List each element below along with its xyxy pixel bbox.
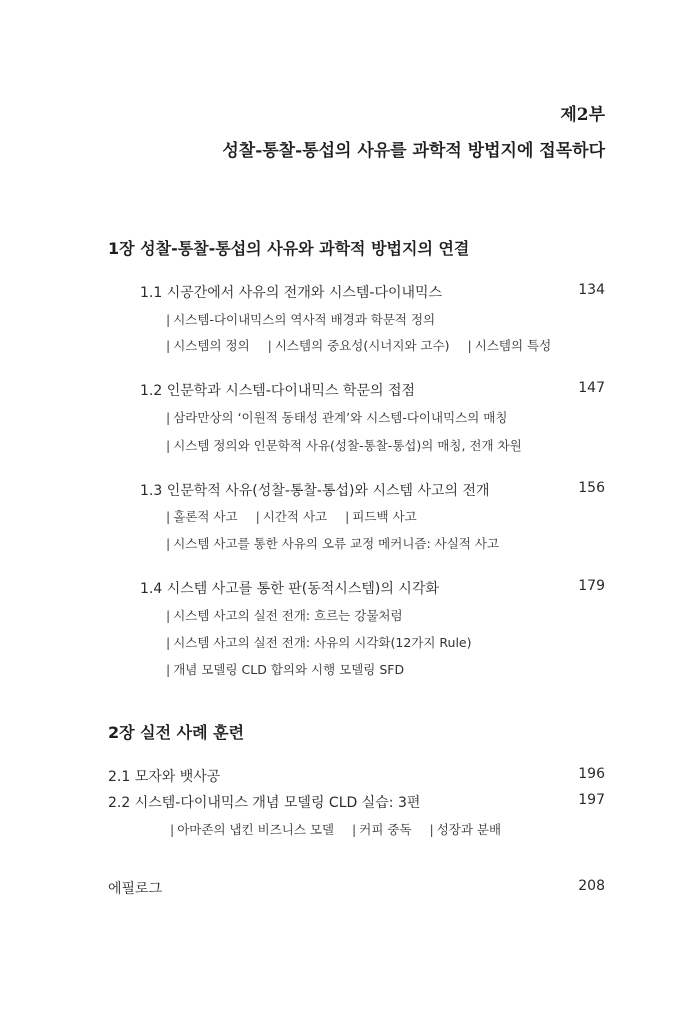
toc-section-1-1[interactable] (140, 282, 605, 302)
subitem (166, 509, 238, 524)
epilogue-title: 에필로그 (108, 881, 163, 897)
page-number: 134 (578, 282, 605, 298)
subitem-label: 삼라만상의 ‘이원적 동태성 관계’와 시스템-다이내믹스의 매칭 (173, 410, 508, 425)
toc-epilogue[interactable] (108, 878, 605, 898)
separator: | (255, 509, 260, 524)
page-number: 197 (578, 792, 605, 808)
section-title: 2.1 모자와 뱃사공 (108, 769, 221, 785)
subitem (352, 822, 412, 837)
toc-subitems (166, 534, 513, 552)
toc-subitems (166, 507, 431, 525)
section-title: 1.1 시공간에서 사유의 전개와 시스템-다이내믹스 (140, 285, 443, 301)
separator: | (166, 438, 171, 453)
section-title: 1.2 인문학과 시스템-다이내믹스 학문의 접점 (140, 383, 416, 399)
toc-section-1-2[interactable] (140, 380, 605, 400)
subitem-label: 개념 모델링 CLD 합의와 시행 모델링 SFD (173, 662, 405, 677)
subitem (166, 536, 499, 551)
subitem-label: 성장과 분배 (436, 822, 502, 837)
subitem-label: 시스템 정의와 인문학적 사유(성찰-통찰-통섭)의 매칭, 전개 차원 (173, 438, 522, 453)
part-title: 성찰-통찰-통섭의 사유를 과학적 방법지에 접목하다 (222, 141, 605, 161)
separator: | (166, 312, 171, 327)
separator: | (166, 410, 171, 425)
section-title: 1.4 시스템 사고를 통한 판(동적시스템)의 시각화 (140, 581, 439, 597)
subitem (166, 410, 507, 425)
separator: | (352, 822, 357, 837)
subitem-label: 시스템의 중요성(시너지와 고수) (274, 338, 450, 353)
subitem (166, 635, 472, 650)
separator: | (170, 822, 175, 837)
toc-subitems (166, 606, 417, 624)
page-number: 147 (578, 380, 605, 396)
subitem-label: 시스템-다이내믹스의 역사적 배경과 학문적 정의 (173, 312, 436, 327)
subitem (268, 338, 450, 353)
chapter-1-title: 1장 성찰-통찰-통섭의 사유와 과학적 방법지의 연결 (108, 239, 470, 258)
subitem-label: 피드백 사고 (352, 509, 417, 524)
toc-subitems (166, 436, 536, 454)
section-title: 2.2 시스템-다이내믹스 개념 모델링 CLD 실습: 3편 (108, 795, 421, 811)
part-number: 제2부 (560, 105, 605, 125)
subitem (166, 662, 404, 677)
toc-section-1-3[interactable] (140, 480, 605, 500)
page-number: 179 (578, 578, 605, 594)
subitem-label: 시스템 사고의 실전 전개: 사유의 시각화(12가지 Rule) (173, 635, 472, 650)
subitem-label: 시간적 사고 (262, 509, 328, 524)
toc-subitems (166, 336, 565, 354)
toc-subitems (166, 310, 449, 328)
subitem-label: 커피 중독 (359, 822, 412, 837)
subitem (166, 312, 435, 327)
separator: | (166, 635, 171, 650)
subitem (166, 608, 403, 623)
toc-section-2-1[interactable] (108, 766, 605, 786)
subitem (166, 438, 522, 453)
page-number: 156 (578, 480, 605, 496)
section-title: 1.3 인문학적 사유(성찰-통찰-통섭)와 시스템 사고의 전개 (140, 483, 490, 499)
toc-subitems (166, 660, 418, 678)
subitem (468, 338, 552, 353)
page-number: 196 (578, 766, 605, 782)
subitem (430, 822, 502, 837)
subitem (256, 509, 328, 524)
subitem-label: 홀론적 사고 (173, 509, 238, 524)
separator: | (429, 822, 434, 837)
separator: | (166, 338, 171, 353)
separator: | (345, 509, 350, 524)
subitem-label: 아마존의 냅킨 비즈니스 모델 (177, 822, 335, 837)
toc-subitems (166, 408, 521, 426)
toc-section-1-4[interactable] (140, 578, 605, 598)
subitem (166, 338, 250, 353)
subitem-label: 시스템의 정의 (173, 338, 250, 353)
chapter-2-title: 2장 실전 사례 훈련 (108, 723, 245, 742)
toc-subitems (166, 633, 486, 651)
separator: | (467, 338, 472, 353)
toc-subitems (170, 820, 515, 838)
toc-section-2-2[interactable] (108, 792, 605, 812)
subitem (170, 822, 334, 837)
page-number: 208 (578, 878, 605, 894)
subitem-label: 시스템의 특성 (474, 338, 552, 353)
separator: | (267, 338, 272, 353)
subitem-label: 시스템 사고를 통한 사유의 오류 교정 메커니즘: 사실적 사고 (173, 536, 500, 551)
subitem-label: 시스템 사고의 실전 전개: 흐르는 강물처럼 (173, 608, 403, 623)
separator: | (166, 662, 171, 677)
separator: | (166, 509, 171, 524)
subitem (345, 509, 417, 524)
separator: | (166, 536, 171, 551)
separator: | (166, 608, 171, 623)
